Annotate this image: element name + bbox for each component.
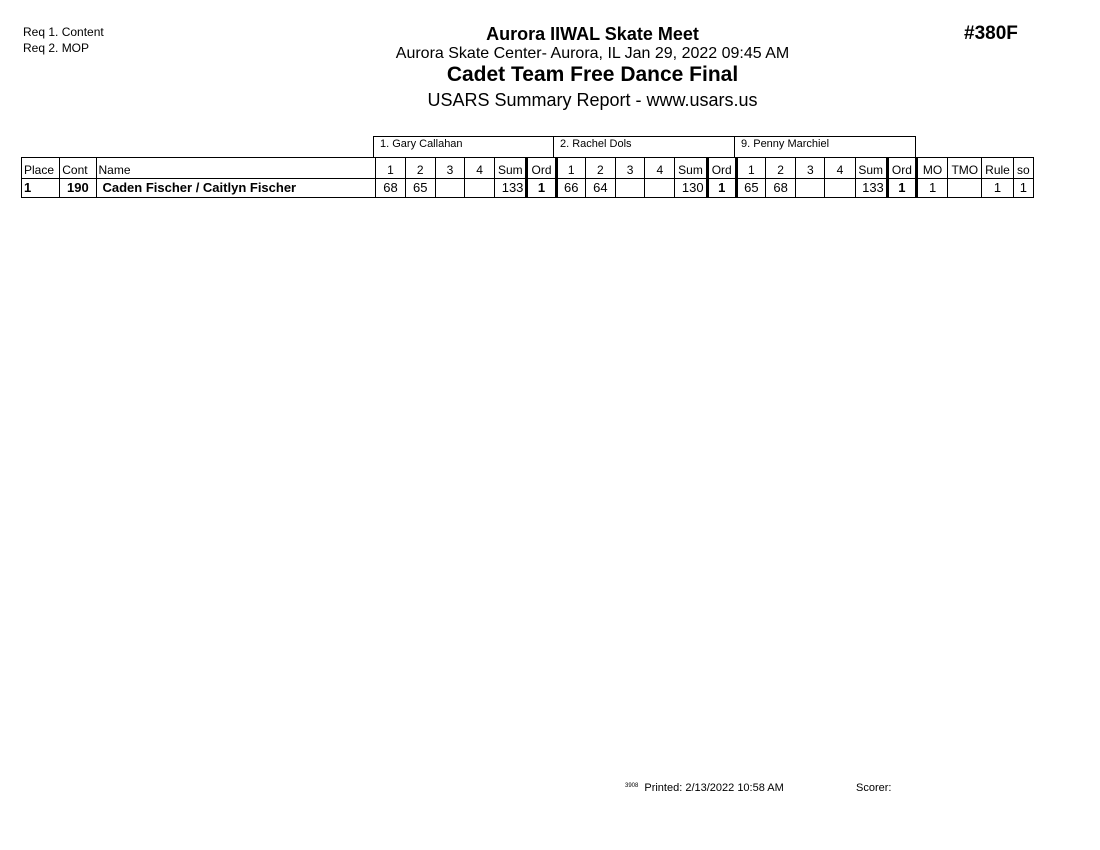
venue-line: Aurora Skate Center- Aurora, IL Jan 29, 2022 09:45 AM: [395, 45, 790, 62]
j2-score3-cell: [616, 179, 645, 198]
j1-score1-cell: 68: [376, 179, 405, 198]
cont-cell: 190: [60, 179, 96, 198]
scorer-label: Scorer:: [856, 782, 892, 794]
skater-name-cell: Caden Fischer / Caitlyn Fischer: [96, 179, 376, 198]
printed-timestamp: Printed: 2/13/2022 10:58 AM: [644, 782, 784, 794]
j3-score4-cell: [825, 179, 855, 198]
col-so: so: [1013, 158, 1033, 179]
j2-ord-cell: 1: [707, 179, 736, 198]
col-j1-score3: 3: [435, 158, 464, 179]
col-j2-ord: Ord: [707, 158, 736, 179]
j2-score2-cell: 64: [585, 179, 615, 198]
col-j3-score3: 3: [796, 158, 825, 179]
rule-cell: 1: [982, 179, 1013, 198]
tmo-cell: [948, 179, 982, 198]
j3-ord-cell: 1: [887, 179, 916, 198]
col-j2-score4: 4: [645, 158, 675, 179]
so-cell: 1: [1013, 179, 1033, 198]
j1-sum-cell: 133: [495, 179, 527, 198]
j2-score1-cell: 66: [556, 179, 585, 198]
col-name: Name: [96, 158, 376, 179]
j1-score3-cell: [435, 179, 464, 198]
j1-score4-cell: [465, 179, 495, 198]
col-j2-score1: 1: [556, 158, 585, 179]
j1-score2-cell: 65: [405, 179, 435, 198]
j2-sum-cell: 130: [675, 179, 707, 198]
printed-line: [625, 782, 784, 794]
col-j3-ord: Ord: [887, 158, 916, 179]
col-j1-score4: 4: [465, 158, 495, 179]
col-j2-score3: 3: [616, 158, 645, 179]
col-j3-score4: 4: [825, 158, 855, 179]
col-place: Place: [22, 158, 60, 179]
mo-cell: 1: [916, 179, 947, 198]
j3-sum-cell: 133: [855, 179, 887, 198]
col-j1-sum: Sum: [495, 158, 527, 179]
results-table: [21, 157, 1034, 198]
meet-title: Aurora IIWAL Skate Meet: [486, 24, 699, 44]
j3-score2-cell: 68: [765, 179, 795, 198]
col-j3-sum: Sum: [855, 158, 887, 179]
report-code-mark: 3908: [625, 783, 639, 789]
judge-1-header: 1. Gary Callahan: [373, 136, 554, 157]
requirement-2: Req 2. MOP: [23, 41, 90, 55]
table-header-row: [22, 158, 1034, 179]
table-row: [22, 179, 1034, 198]
j3-score1-cell: 65: [736, 179, 765, 198]
j3-score3-cell: [796, 179, 825, 198]
place-cell: 1: [22, 179, 60, 198]
event-number: #380F: [964, 23, 1018, 44]
judge-2-header: 2. Rachel Dols: [553, 136, 735, 157]
requirement-1: Req 1. Content: [23, 25, 104, 39]
col-mo: MO: [916, 158, 947, 179]
col-j3-score1: 1: [736, 158, 765, 179]
report-title: USARS Summary Report - www.usars.us: [427, 90, 758, 110]
col-j2-score2: 2: [585, 158, 615, 179]
event-title: Cadet Team Free Dance Final: [446, 63, 739, 86]
col-cont: Cont: [60, 158, 96, 179]
col-tmo: TMO: [948, 158, 982, 179]
col-j2-sum: Sum: [675, 158, 707, 179]
col-j1-score2: 2: [405, 158, 435, 179]
judge-3-header: 9. Penny Marchiel: [734, 136, 916, 157]
j1-ord-cell: 1: [527, 179, 556, 198]
j2-score4-cell: [645, 179, 675, 198]
col-j3-score2: 2: [765, 158, 795, 179]
col-rule: Rule: [982, 158, 1013, 179]
col-j1-ord: Ord: [527, 158, 556, 179]
col-j1-score1: 1: [376, 158, 405, 179]
